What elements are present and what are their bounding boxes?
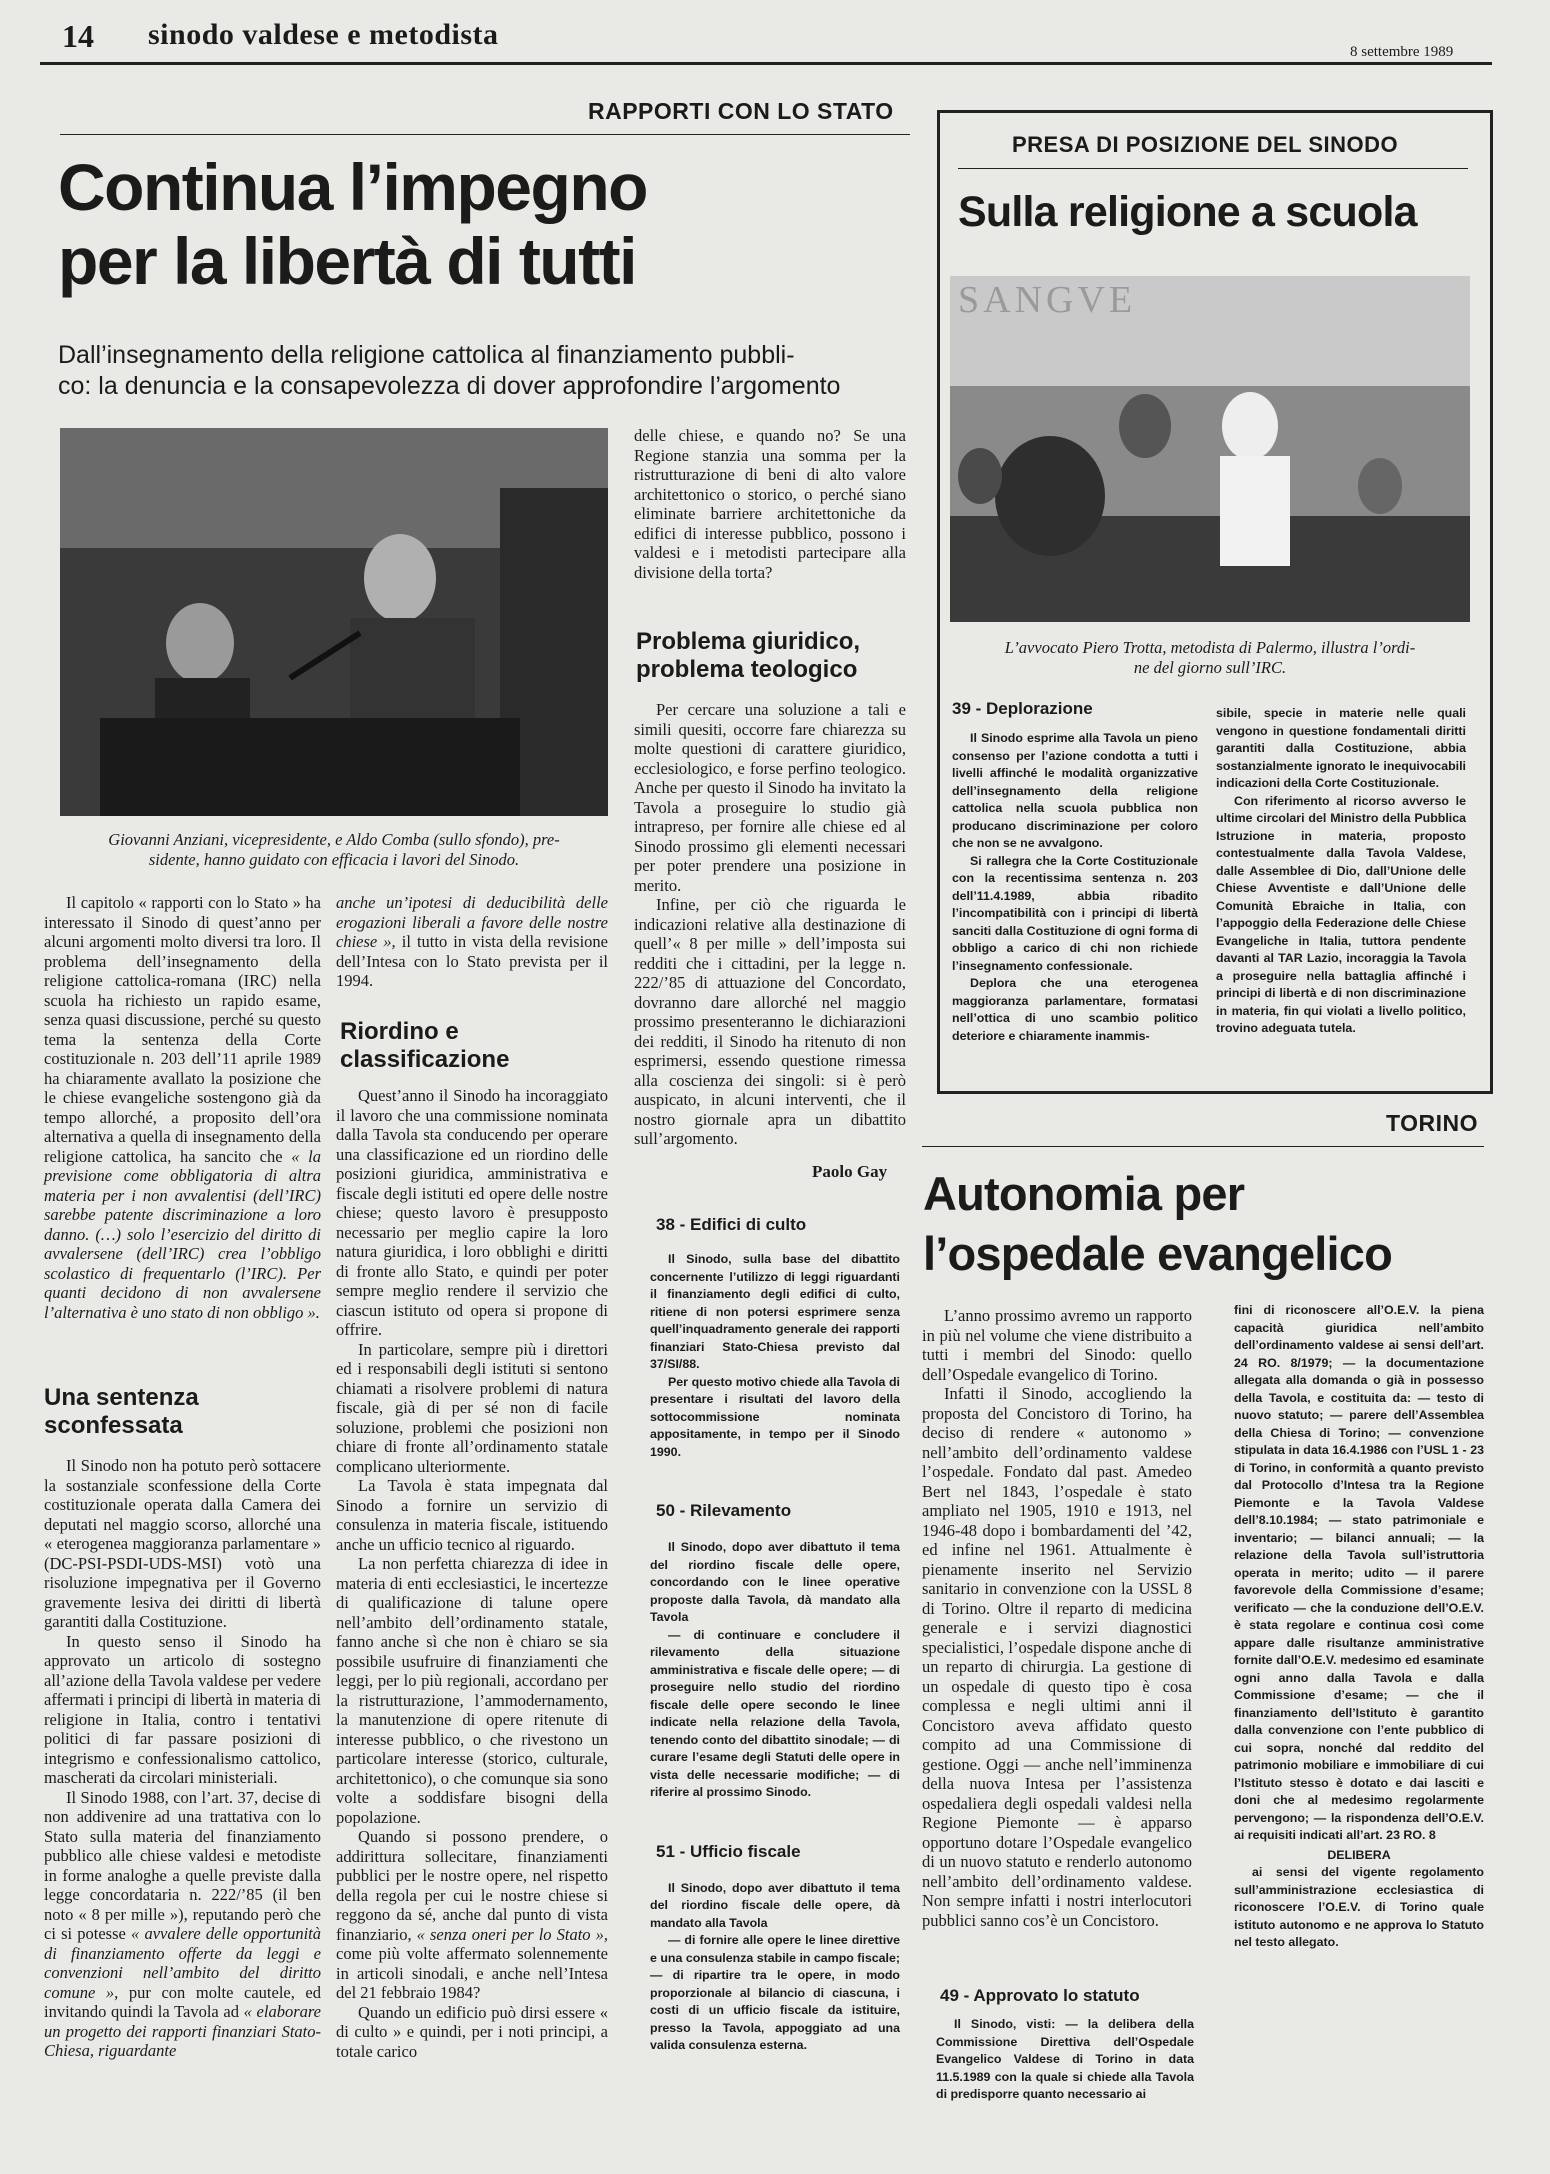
subhead-riordino: Riordino e classificazione	[340, 1018, 510, 1073]
box-photo-caption: L’avvocato Piero Trotta, metodista di Palermo, illustra l’ordi- ne del giorno sull’IRC.	[1004, 638, 1416, 677]
resolution-50-title: 50 - Rilevamento	[656, 1501, 792, 1520]
subhead-sentenza: Una sentenza sconfessata	[44, 1384, 199, 1439]
resolution-38-text: Il Sinodo, sulla base del dibattito concernente l’utilizzo di leggi riguardanti il finanziamento degli edifici di culto, ritiene di non potersi esprimere senza quell’inquadramento generale dei rapporti finanziari Stato-Chiesa previsto dal 37/SI/88. Per questo motivo chiede alla Tavola di presentare i risultati del lavoro della sottocommissione nominata appositamente, in tempo per il Sinodo 1990.	[650, 1252, 900, 1459]
resolution-39-title: 39 - Deplorazione	[952, 699, 1093, 718]
delibera-label: DELIBERA	[1327, 1847, 1391, 1862]
torino-col1-body: L’anno prossimo avremo un rapporto in più nel volume che viene distribuito a tutti i membri del Sinodo: quello dell’Ospedale evangelico di Torino. Infatti il Sinodo, accogliendo la proposta del Concistoro di Torino, ha deciso di rendere « autonomo » nell’ambito dell’ordinamento valdese l’ospedale. Fondato dal past. Amedeo Bert nel 1843, l’ospedale è stato ampliato nel 1905, 1910 e 1913, nel 1946-48 dopo i bombardamenti del ’42, ed infine nel 1961. Attualmente è pienamente inserito nel Servizio sanitario in convenzione con la USSL 8 di Torino. Oltre il reparto di medicina generale e i servizi diagnostici specialistici, l’ospedale dispone anche di un reparto di chirurgia. La gestione di un ospedale di questo tipo è cosa complessa e negli ultimi anni il Concistoro aveva affidato questo compito ad una Commissione di gestione. Oggi — anche nell’imminenza della nuova Intesa per l’assistenza ospedaliera degli ospedali valdesi nella Regione Piemonte — è apparso opportuno dotare l’Ospedale evangelico di un nuovo statuto e renderlo autonomo nell’ambito dell’ordinamento valdese. Non sempre infatti i nostri interlocutori pubblici sanno cos’è un Concistoro.	[922, 1306, 1192, 1930]
photo-banner-sign: SANGVE	[958, 279, 1137, 321]
sinodo-photo-anziani-comba	[60, 428, 608, 816]
subhead-problema: Problema giuridico, problema teologico	[636, 628, 861, 683]
resolution-39-col1: Il Sinodo esprime alla Tavola un pieno consenso per l’azione condotta a tutti i livelli affinché le modalità organizzative dell’insegnamento della religione cattolica nella scuola pubblica non producano discriminazione per coloro che non se ne avvalgono. Si rallegra che la Corte Costituzionale con la recentissima sentenza n. 203 dell’11.4.1989, abbia ribadito l’incompatibilità con i principi di libertà sanciti dalla Costituzione di ogni forma di obbligo a carico di chi non richiede l’insegnamento confessionale. Deplora che una eterogenea maggioranza parlamentare, formatasi nell’ottica di uno scambio politico deteriore e chiaramente inammis-	[952, 731, 1198, 1043]
header-rule	[40, 62, 1492, 65]
sinodo-photo-trotta	[950, 276, 1470, 622]
left-headline: Continua l’impegno per la libertà di tutti	[58, 150, 647, 298]
left-col1-bottom: Il Sinodo non ha potuto però sottacere la sostanziale sconfessione della Corte costituzionale operata dalla Camera dei deputati nel maggio scorso, allorché una « eterogenea maggioranza parlamentare » (DC-PSI-PSDI-UDS-MSI) votò una risoluzione impegnativa per il Governo gravemente lesiva dei diritti di libertà garantiti dalla Costituzione. In questo senso il Sinodo ha approvato un articolo di sostegno all’azione della Tavola valdese per vedere affermati i principi di libertà in materia di religione in Italia, contro i tentativi politici di far passare posizioni di integrismo e confessionalismo cattolico, mascherati da circolari ministeriali. Il Sinodo 1988, con l’art. 37, decise di non addivenire ad una trattativa con lo Stato sulla materia del finanziamento pubblico alle chiese valdesi e metodiste in forme analoghe a quelle previste dalla legge concordataria n. 222/’85 (il ben noto « 8 per mille »), reputando però che ci si potesse « avvalere delle opportunità di finanziamento offerte da leggi e convenzioni nell’ambito del diritto comune », pur con molte cautele, ed invitando quindi la Tavola ad « elaborare un progetto dei rapporti finanziari Stato-Chiesa, riguardante	[44, 1456, 322, 2060]
left-col1-top: Il capitolo « rapporti con lo Stato » ha interessato il Sinodo di quest’anno per alcuni argomenti molto diversi tra loro. Il problema dell’insegnamento della religione cattolica-romana (IRC) nella scuola ha richiesto un rapido esame, senza quasi discussione, perché su questo tema la sentenza della Corte costituzionale n. 203 dell’11 aprile 1989 ha chiaramente avallato la posizione che le chiese evangeliche sostengono già da tempo allorché, a proposito dell’ora alternativa a quella di insegnamento della religione cattolica, ha sancito che « la previsione come obbligatoria di altra materia per i non avvalentisi (dell’IRC) sarebbe patente discriminazione a loro danno. (…) solo l’esercizio del diritto di avvalersene (dell’IRC) crea l’obbligo scolastico di frequentarlo (l’IRC). Per quanti decidono di non avvalersene l’alternativa è uno stato di non obbligo ».	[44, 893, 322, 1322]
resolution-39-col2: sibile, specie in materie nelle quali vengono in questione fondamentali diritti garantiti dalla Costituzione, abbia sostanzialmente ignorato le inequivocabili indicazioni della Corte Costituzionale. Con riferimento al ricorso avverso le ultime circolari del Ministro della Pubblica Istruzione in materia, proposto contestualmente dalla Tavola Valdese, dalle Assemblee di Dio, dall’Unione delle Chiese Avventiste e dall’Unione delle Comunità Ebraiche in Italia, con l’appoggio della Federazione delle Chiese Evangeliche in Italia, tuttora pendente davanti al TAR Lazio, incoraggia la Tavola a proseguire nella battaglia affinché i principi di libertà e di non discriminazione in materia, fin qui violati a livello politico, trovino adeguata tutela.	[1216, 706, 1466, 1035]
torino-rule	[922, 1146, 1484, 1147]
left-photo-caption: Giovanni Anziani, vicepresidente, e Aldo Comba (sullo sfondo), pre- sidente, hanno guidato con efficacia i lavori del Sinodo.	[108, 830, 560, 869]
resolutions-column	[650, 1215, 900, 2055]
torino-headline: Autonomia per l’ospedale evangelico	[923, 1167, 1393, 1280]
resolution-49-col1: Il Sinodo, visti: — la delibera della Commissione Direttiva dell’Ospedale Evangelico Valdese di Torino in data 11.5.1989 con la quale si chiede alla Tavola di predisporre quanto necessario ai	[936, 2017, 1194, 2101]
left-col3-top: delle chiese, e quando no? Se una Regione stanzia una somma per la ristrutturazione di beni di alto valore architettonico o storico, o perché siano eliminate barriere architettoniche da edifici di interesse pubblico, possono i valdesi e i metodisti partecipare alla divisione della torta?	[634, 426, 906, 582]
resolution-51-text: Il Sinodo, dopo aver dibattuto il tema del riordino fiscale delle opere, dà mandato alla Tavola — di fornire alle opere le linee direttive e una consulenza stabile in campo fiscale; — di ripartire tra le opere, in modo proporzionale al bilancio di ciascuna, i costi di un ufficio fiscale da istituire, presso la Tavola, appoggiato ad una valida consulenza esterna.	[650, 1880, 900, 2052]
publication-title: sinodo valdese e metodista	[148, 18, 499, 51]
left-col2-body: Quest’anno il Sinodo ha incoraggiato il lavoro che una commissione nominata dalla Tavola sta conducendo per operare una classificazione ed un riordino delle posizioni giuridica, amministrativa e fiscale degli istituti ed opere delle nostre chiese; questo lavoro è presupposto necessario per meglio capire la loro natura giuridica, i loro obblighi e diritti di fronte allo Stato, e quindi per poter sempre meglio rendere il servizio che ciascun istituto od opera si propone di offrire. In particolare, sempre più i direttori ed i responsabili degli istituti si sentono chiamati a risolvere problemi di natura fiscale, già di per sé non di facile soluzione, problemi che posizioni non chiare di fronte all’ordinamento statale complicano ulteriormente. La Tavola è stata impegnata dal Sinodo a fornire un servizio di consulenza in materia fiscale, istituendo anche un ufficio tecnico al riguardo. La non perfetta chiarezza di idee in materia di enti ecclesiastici, le incertezze di qualificazione di talune opere nell’ambito dell’ordinamento statale, fanno anche sì che non è chiaro se sia possibile usufruire di finanziamenti che leggi, per lo più regionali, accordano per la ristrutturazione, l’ammodernamento, la manutenzione di opere ritenute di interesse pubblico, o che rivestono un particolare interesse (storico, culturale, architettonico), o che comunque sia sono volte a soddisfare bisogni della popolazione. Quando si possono prendere, o addirittura sollecitare, finanziamenti pubblici per le nostre opere, nel rispetto della regola per cui le nostre chiese si reggono da sé, anche dal punto di vista finanziario, « senza oneri per lo Stato », come più volte affermato solennemente in articoli sinodali, e anche nell’Intesa del 21 febbraio 1984? Quando un edificio può dirsi essere « di culto » e quindi, per i noti principi, a totale carico	[336, 1086, 608, 2061]
resolution-49-title: 49 - Approvato lo statuto	[940, 1986, 1140, 2005]
resolution-49-col2: fini di riconoscere all’O.E.V. la piena capacità giuridica nell’ambito dell’ordinamento valdese ai sensi dell’art. 24 RO. 8/1979; — la documentazione allegata alla domanda o già in possesso della Tavola, e costituita da: — testo di nuovo statuto; — parere dell’Assemblea della Chiesa di Torino; — convenzione stipulata in data 16.4.1986 con l’USL 1 - 23 di Torino, in conformità a quanto previsto dal Protocollo d’Intesa tra la Regione Piemonte e la Tavola Valdese dell’8.10.1984; — stato patrimoniale e inventario; — bilanci annuali; — la relazione della Tavola sull’istruttoria operata in merito; udito — il parere favorevole della Commissione d’esame; verificato — che la conduzione dell’O.E.V. è stata regolare e continua così come appare dalle risultanze amministrative fornite dall’O.E.V. medesimo ed esaminate ogni anno dalla Tavola e dalla Commissione d’esame; — che il finanziamento dell’Istituto è garantito dalla convenzione con l’ente pubblico di cui sopra, nonché dal reddito del patrimonio mobiliare e immobiliare di cui l’Istituto stesso è dotato e dai lasciti e doni che al medesimo regolarmente pervengono; — la rispondenza dell’O.E.V. ai requisiti indicati all’art. 23 RO. 8 DELIBERA ai sensi del vigente regolamento sull’amministrazione ecclesiastica di riconoscere l’O.E.V. di Torino quale istituto autonomo e ne approva lo Statuto nel testo allegato.	[1234, 1303, 1484, 1949]
kicker-rule	[60, 134, 910, 135]
resolution-38-title: 38 - Edifici di culto	[656, 1215, 807, 1234]
box-kicker-rule	[958, 168, 1468, 169]
page-number: 14	[62, 18, 94, 54]
left-col3-body: Per cercare una soluzione a tali e simili quesiti, occorre fare chiarezza su molte questioni di carattere giuridico, ecclesiologico, e forse perfino teologico. Anche per questo il Sinodo ha invitato la Tavola a proseguire lo studio già intrapreso, per fornire alle chiese ed al Sinodo prossimo gli elementi necessari per poter prendere una posizione in merito. Infine, per ciò che riguarda le indicazioni relative alla destinazione di quell’« 8 per mille » dell’imposta sui redditi che i cittadini, per la legge n. 222/’85 di attuazione del Concordato, dovranno dare allorché nel maggio prossimo presenteranno le dichiarazioni dei redditi, il Sinodo ha ritenuto di non esprimersi, essendo questione rimessa alla coscienza dei singoli: si è però auspicato, in alcuni interventi, che il nostro giornale apra un dibattito sull’argomento.	[634, 700, 906, 1148]
torino-kicker: TORINO	[1386, 1110, 1479, 1136]
author-signature: Paolo Gay	[812, 1162, 888, 1181]
box-kicker: PRESA DI POSIZIONE DEL SINODO	[1012, 132, 1399, 157]
resolution-50-text: Il Sinodo, dopo aver dibattuto il tema del riordino fiscale delle opere, concordando con le linee operative proposte dalla Tavola, dà mandato alla Tavola — di continuare e concludere il rilevamento della situazione amministrativa e fiscale delle opere; — di proseguire nello studio del riordino fiscale delle opere secondo le linee indicate nella relazione della Tavola, tenendo conto del dibattito sinodale; — di curare l’esame degli Statuti delle opere in vista delle necessarie modifiche; — di riferire al prossimo Sinodo.	[650, 1540, 900, 1799]
left-col2-top: anche un’ipotesi di deducibilità delle erogazioni liberali a favore delle nostre chiese », il tutto in vista della revisione dell’Intesa con lo Stato prevista per il 1994.	[336, 893, 609, 990]
box-headline: Sulla religione a scuola	[958, 188, 1417, 236]
left-deck: Dall’insegnamento della religione cattolica al finanziamento pubbli- co: la denuncia e la consapevolezza di dover approfondire l’argomento	[58, 341, 841, 400]
issue-date: 8 settembre 1989	[1350, 44, 1454, 60]
left-kicker: RAPPORTI CON LO STATO	[588, 98, 894, 124]
resolution-51-title: 51 - Ufficio fiscale	[656, 1841, 801, 1861]
